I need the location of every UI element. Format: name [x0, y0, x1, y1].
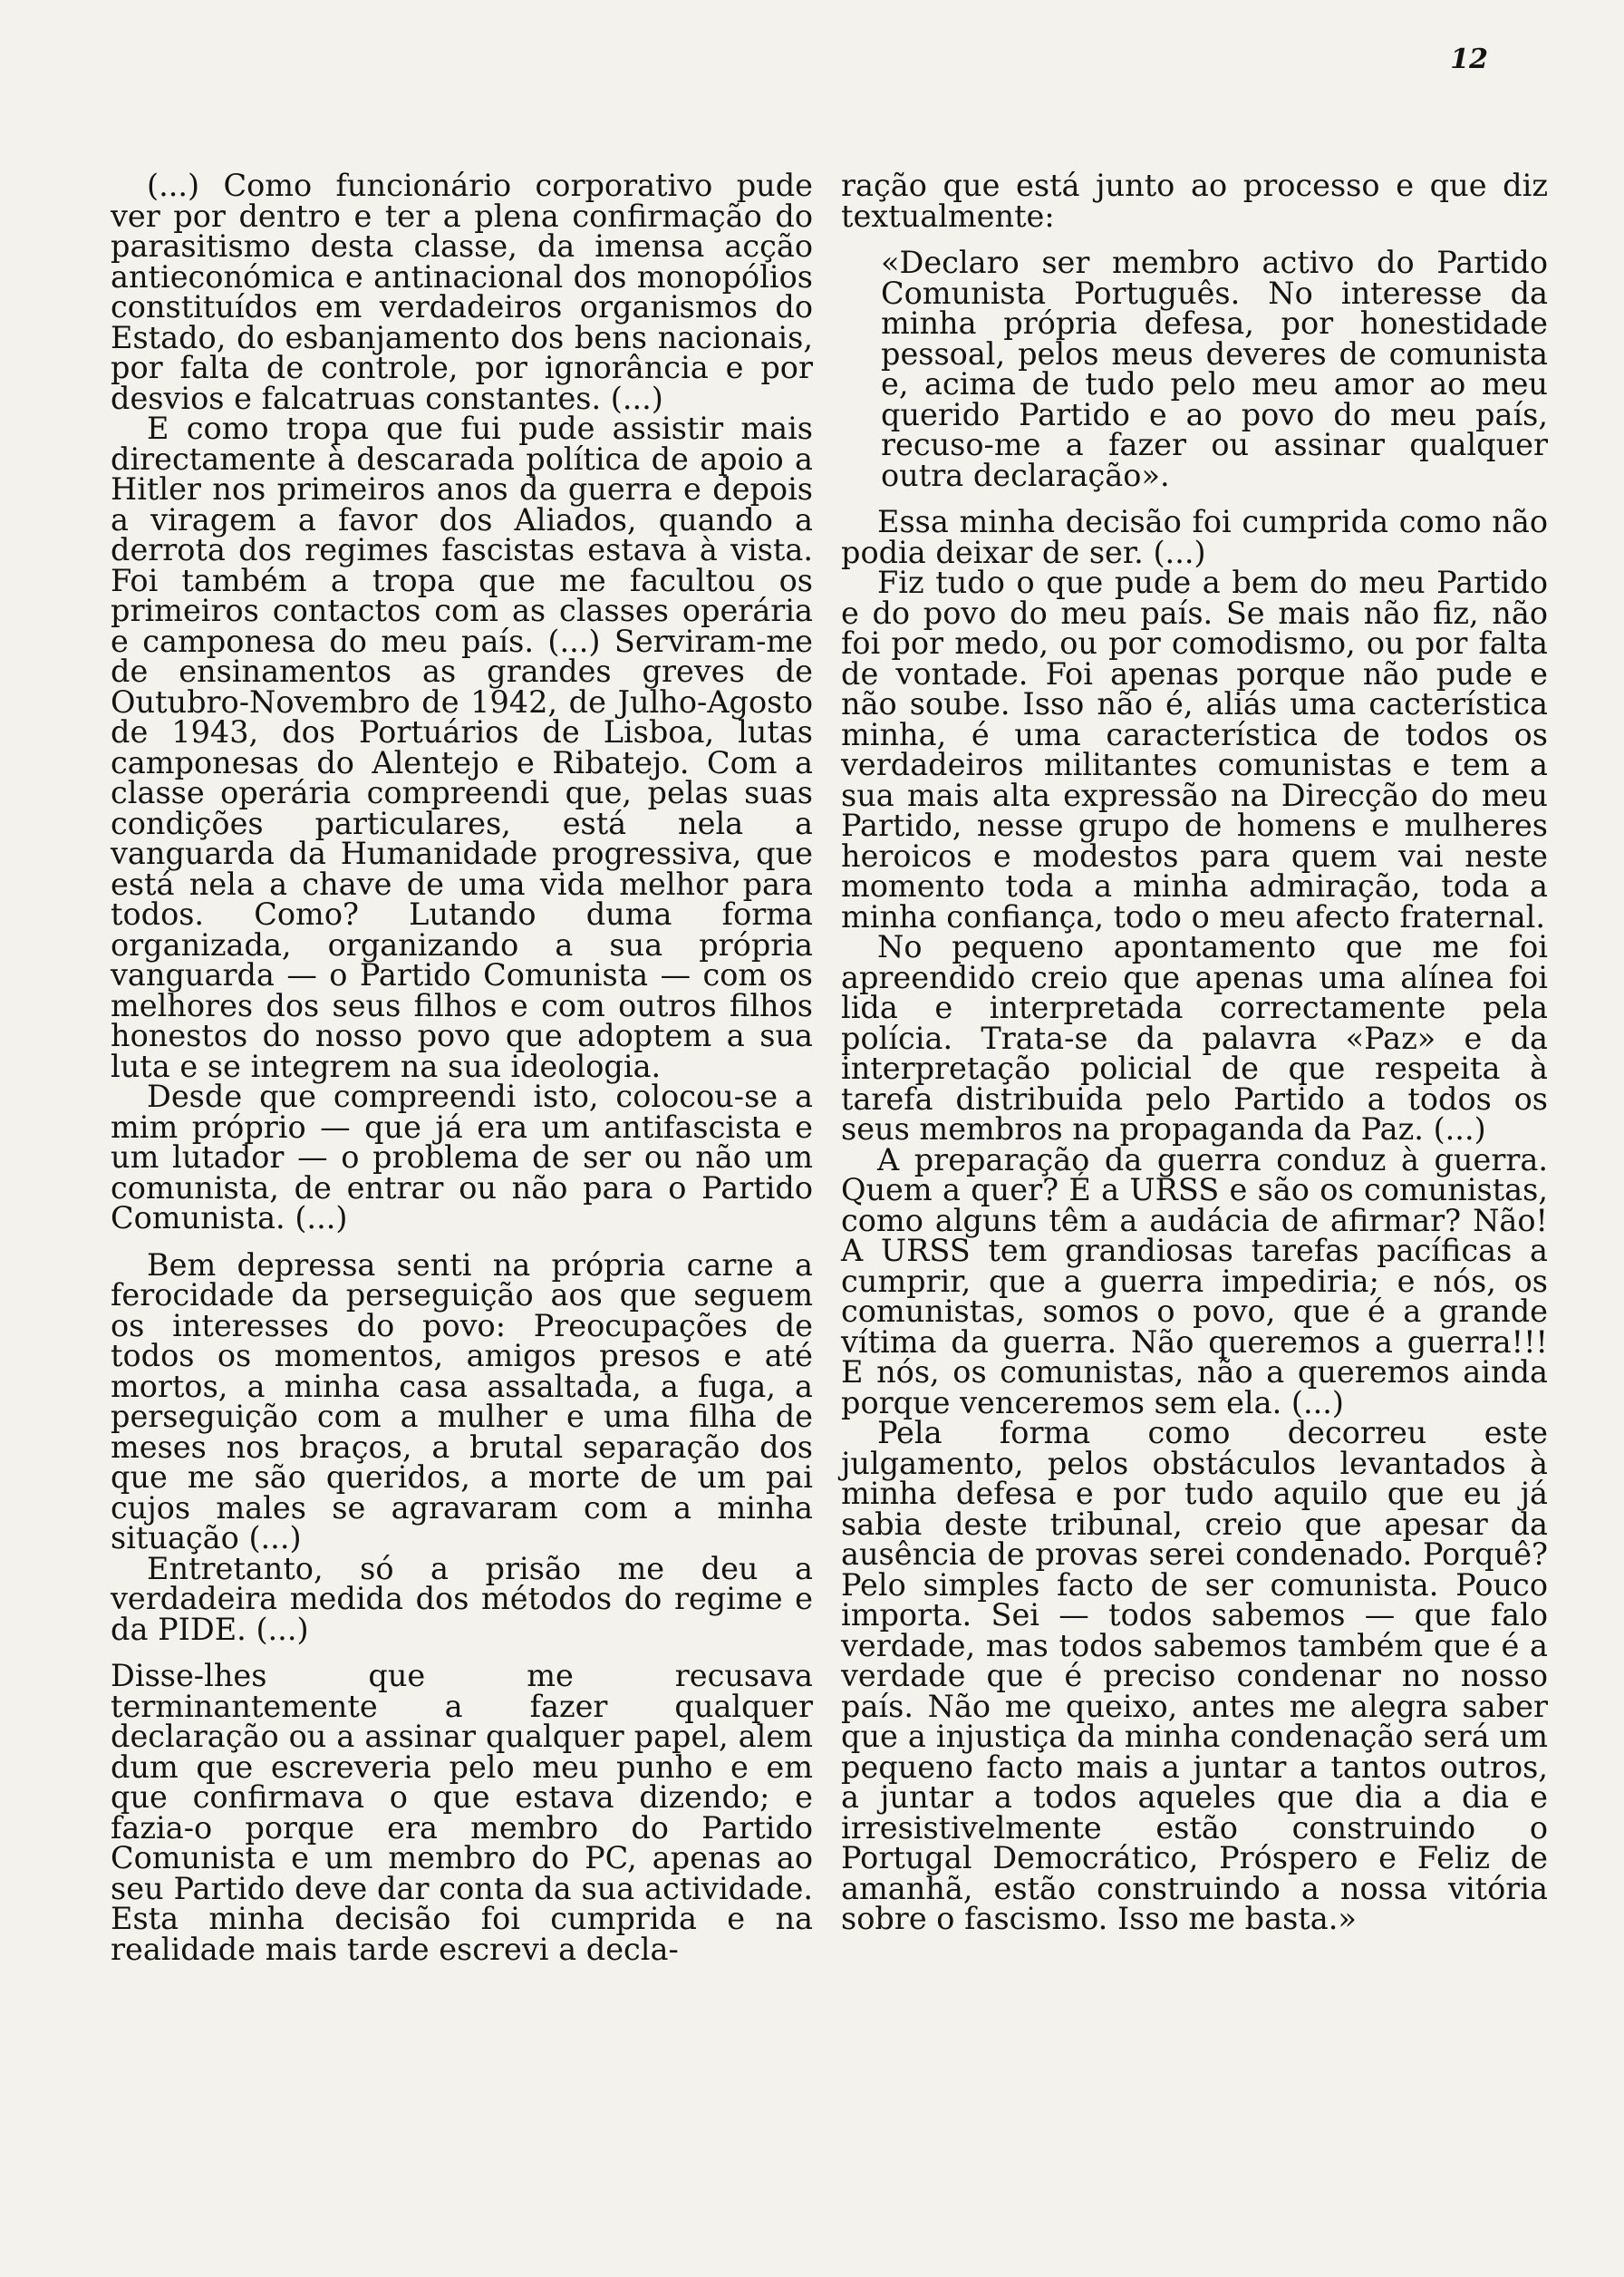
paragraph: Disse-lhes que me recusava terminantemente a fazer qualquer declaração ou a assinar qualquer papel, alem dum que escreveria pelo meu punho e em que confirmava o que estava dizendo; e fazia-o porque era membro do Partido Comunista e um membro do PC, apenas ao seu Partido deve dar conta da sua actividade. Esta minha decisão foi cumprida e na realidade mais tarde escrevi a decla-	[111, 1658, 813, 1967]
paragraph: ração que está junto ao processo e que diz textualmente:	[841, 168, 1548, 234]
page-number: 12	[1450, 44, 1488, 75]
paragraph: A preparação da guerra conduz à guerra. Quem a quer? É a URSS e são os comunistas, como alguns têm a audácia de afirmar? Não! A URSS tem grandiosas tarefas pacíficas a cumprir, que a guerra impediria; e nós, os comunistas, somos o povo, que é a grande vítima da guerra. Não queremos a guerra!!! E nós, os comunistas, não a queremos ainda porque venceremos sem ela. (...)	[841, 1141, 1548, 1420]
paragraph: (...) Como funcionário corporativo pude ver por dentro e ter a plena confirmação do parasitismo desta classe, da imensa acção antieconómica e antinacional dos monopólios constituídos em verdadeiros organismos do Estado, do esbanjamento dos bens nacionais, por falta de controle, por ignorância e por desvios e falcatruas constantes. (...)	[111, 168, 813, 416]
paragraph: Essa minha decisão foi cumprida como não podia deixar de ser. (...)	[841, 504, 1548, 570]
paragraph: E como tropa que fui pude assistir mais directamente à descarada política de apoio a Hitler nos primeiros anos da guerra e depois a viragem a favor dos Aliados, quando a derrota dos regimes fascistas estava à vista. Foi também a tropa que me facultou os primeiros contactos com as classes operária e camponesa do meu país. (...) Serviram-me de ensinamentos as grandes greves de Outubro-Novembro de 1942, de Julho-Agosto de 1943, dos Portuários de Lisboa, lutas camponesas do Alentejo e Ribatejo. Com a classe operária compreendi que, pelas suas condições particulares, está nela a vanguarda da Humanidade progressiva, que está nela a chave de uma vida melhor para todos. Como? Lutando duma forma organizada, organizando a sua própria vanguarda — o Partido Comunista — com os melhores dos seus filhos e com outros filhos honestos do nosso povo que adoptem a sua luta e se integrem na sua ideologia.	[111, 411, 813, 1084]
quoted-declaration: «Declaro ser membro activo do Partido Comunista Português. No interesse da minha própria defesa, por honestidade pessoal, pelos meus deveres de comunista e, acima de tudo pelo meu amor ao meu querido Partido e ao povo do meu país, recuso-me a fazer ou assinar qualquer outra declaração».	[881, 245, 1548, 493]
left-column	[111, 168, 813, 1967]
right-column	[841, 170, 1548, 1934]
paragraph: Fiz tudo o que pude a bem do meu Partido e do povo do meu país. Se mais não fiz, não foi por medo, ou por comodismo, ou por falta de vontade. Foi apenas porque não pude e não soube. Isso não é, aliás uma cacterística minha, é uma característica de todos os verdadeiros militantes comunistas e tem a sua mais alta expressão na Direcção do meu Partido, nesse grupo de homens e mulheres heroicos e modestos para quem vai neste momento toda a minha admiração, toda a minha confiança, todo o meu afecto fraternal.	[841, 565, 1548, 935]
paragraph: Pela forma como decorreu este julgamento, pelos obstáculos levantados à minha defesa e por tudo aquilo que eu já sabia deste tribunal, creio que apesar da ausência de provas serei condenado. Porquê? Pelo simples facto de ser comunista. Pouco importa. Sei — todos sabemos — que falo verdade, mas todos sabemos também que é a verdade que é preciso condenar no nosso país. Não me queixo, antes me alegra saber que a injustiça da minha condenação será um pequeno facto mais a juntar a tantos outros, a juntar a todos aqueles que dia a dia e irresistivelmente estão construindo o Portugal Democrático, Próspero e Feliz de amanhã, estão construindo a nossa vitória sobre o fascismo. Isso me basta.»	[841, 1415, 1548, 1936]
paragraph: Desde que compreendi isto, colocou-se a mim próprio — que já era um antifascista e um lutador — o problema de ser ou não um comunista, de entrar ou não para o Partido Comunista. (...)	[111, 1079, 813, 1235]
paragraph: Entretanto, só a prisão me deu a verdadeira medida dos métodos do regime e da PIDE. (...)	[111, 1550, 813, 1647]
paragraph: No pequeno apontamento que me foi apreendido creio que apenas uma alínea foi lida e interpretada correctamente pela polícia. Trata-se da palavra «Paz» e da interpretação policial de que respeita à tarefa distribuida pelo Partido a todos os seus membros na propaganda da Paz. (...)	[841, 929, 1548, 1147]
paragraph: Bem depressa senti na própria carne a ferocidade da perseguição aos que seguem os interesses do povo: Preocupações de todos os momentos, amigos presos e até mortos, a minha casa assaltada, a fuga, a perseguição com a mulher e uma filha de meses nos braços, a brutal separação dos que me são queridos, a morte de um pai cujos males se agravaram com a minha situação (...)	[111, 1246, 813, 1555]
